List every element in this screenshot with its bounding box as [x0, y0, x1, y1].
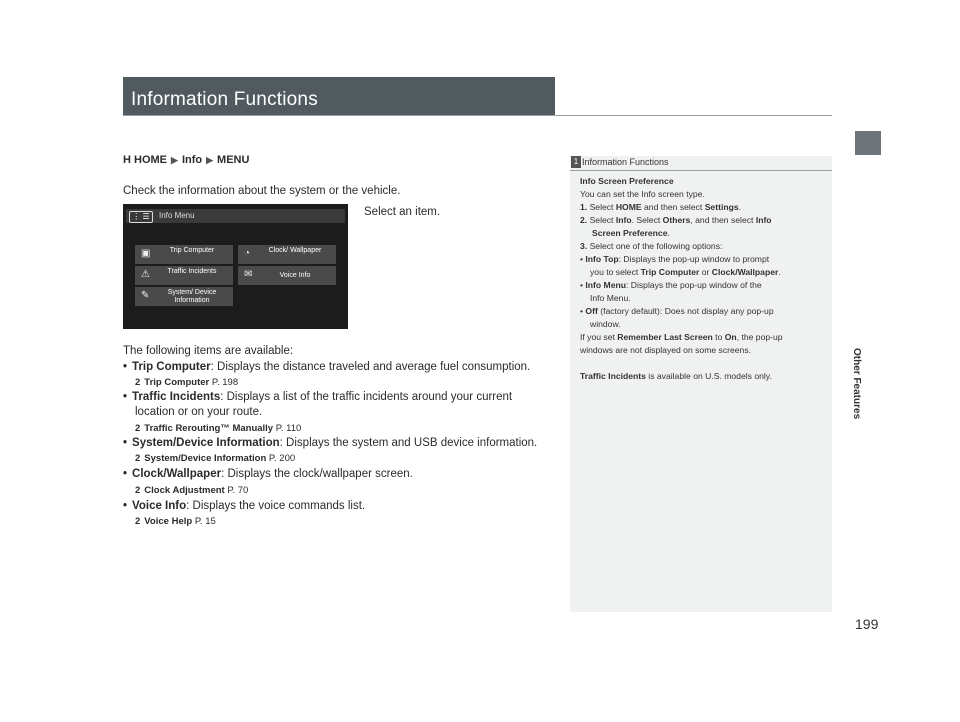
item-name: Trip Computer	[132, 361, 211, 373]
clock-wallpaper-button[interactable]	[238, 245, 336, 264]
list-item: • Voice Info: Displays the voice commands list.	[123, 500, 366, 512]
button-label: Clock/ Wallpaper	[268, 247, 322, 254]
sidebar-text: You can set the Info screen type.	[580, 189, 705, 199]
cross-reference[interactable]: 2 Voice Help P. 15	[135, 516, 216, 527]
cross-reference[interactable]: 2 Traffic Rerouting™ Manually P. 110	[135, 423, 302, 434]
sidebar-note	[570, 156, 832, 612]
sidebar-option-cont: window.	[590, 319, 621, 329]
item-name: Traffic Incidents	[132, 391, 221, 403]
item-description-cont: location or on your route.	[135, 406, 263, 418]
item-description: : Displays a list of the traffic incidents around your current	[220, 391, 513, 403]
sidebar-step-cont: Screen Preference.	[592, 228, 670, 238]
cross-reference[interactable]: 2 System/Device Information P. 200	[135, 453, 296, 464]
info-menu-screenshot	[123, 204, 348, 329]
ref-arrow-icon: 2	[135, 485, 141, 496]
sidebar-option: • Info Menu: Displays the pop-up window of the	[580, 280, 762, 290]
menu-icon: ⋮ ☰	[129, 211, 153, 223]
voice-icon: ✉	[244, 269, 253, 280]
sidebar-heading: Information Functions	[582, 157, 669, 167]
page-title: Information Functions	[131, 89, 318, 110]
wrench-icon: ✎	[141, 290, 150, 301]
nav-home: HOME	[134, 154, 168, 166]
page-number: 199	[855, 616, 879, 632]
ref-arrow-icon: 2	[135, 453, 141, 464]
side-tab	[855, 131, 881, 155]
arrow-icon: ▶	[206, 155, 214, 165]
sidebar-step: 3. Select one of the following options:	[580, 241, 723, 251]
trip-computer-button[interactable]	[135, 245, 233, 264]
item-description: : Displays the system and USB device information.	[279, 437, 538, 449]
button-label: Voice Info	[279, 272, 311, 279]
sidebar-option-cont: you to select Trip Computer or Clock/Wallpaper.	[590, 267, 781, 277]
item-name: System/Device Information	[132, 437, 280, 449]
button-label: System/ Device Information	[167, 289, 217, 304]
clock-icon: ◔	[244, 248, 251, 259]
list-item: • Clock/Wallpaper: Displays the clock/wallpaper screen.	[123, 468, 413, 480]
nav-menu: MENU	[217, 154, 250, 166]
home-icon: H	[123, 154, 131, 166]
ref-arrow-icon: 2	[135, 423, 141, 434]
nav-info: Info	[181, 154, 203, 166]
item-description: : Displays the clock/wallpaper screen.	[221, 468, 413, 480]
item-description: : Displays the voice commands list.	[186, 500, 366, 512]
section-label: Other Features	[851, 348, 862, 420]
sidebar-option: • Off (factory default): Does not display any pop-up	[580, 306, 774, 316]
cross-reference[interactable]: 2 Clock Adjustment P. 70	[135, 485, 249, 496]
sidebar-note-text: If you set Remember Last Screen to On, the pop-up	[580, 332, 783, 342]
intro-text: Check the information about the system or the vehicle.	[123, 185, 401, 197]
trip-icon: ▣	[141, 248, 151, 259]
list-item: • Trip Computer: Displays the distance traveled and average fuel consumption.	[123, 361, 531, 373]
sidebar-step: 2. Select Info. Select Others, and then select Info	[580, 215, 772, 225]
screen-title: Info Menu	[159, 211, 195, 220]
title-bar	[123, 77, 555, 115]
item-description: : Displays the distance traveled and average fuel consumption.	[210, 361, 531, 373]
list-item: • Traffic Incidents: Displays a list of the traffic incidents around your current	[123, 391, 513, 403]
arrow-icon: ▶	[171, 155, 178, 165]
select-instruction: Select an item.	[364, 206, 441, 218]
cross-reference[interactable]: 2 Trip Computer P. 198	[135, 377, 239, 388]
sidebar-option: • Info Top: Displays the pop-up window to prompt	[580, 254, 770, 264]
traffic-incidents-button[interactable]	[135, 266, 233, 285]
sidebar-header	[570, 156, 832, 171]
sidebar-option-cont: Info Menu.	[590, 293, 631, 303]
sidebar-note-text: Traffic Incidents is available on U.S. models only.	[580, 371, 772, 381]
voice-info-button[interactable]	[238, 266, 336, 285]
title-rule	[123, 115, 832, 116]
sidebar-subheading: Info Screen Preference	[580, 176, 674, 186]
item-name: Voice Info	[132, 500, 187, 512]
button-label: Traffic Incidents	[167, 268, 217, 275]
ref-arrow-icon: 2	[135, 377, 141, 388]
breadcrumb	[123, 154, 249, 166]
available-intro: The following items are available:	[123, 345, 294, 357]
ref-arrow-icon: 2	[135, 516, 141, 527]
list-item: • System/Device Information: Displays the system and USB device information.	[123, 437, 538, 449]
system-device-information-button[interactable]	[135, 287, 233, 306]
screen-header	[126, 209, 345, 223]
traffic-icon: ⚠	[141, 269, 150, 280]
sidebar-note-text: windows are not displayed on some screens.	[580, 345, 752, 355]
note-number: 1	[571, 156, 581, 168]
item-name: Clock/Wallpaper	[132, 468, 222, 480]
sidebar-step: 1. Select HOME and then select Settings.	[580, 202, 741, 212]
button-label: Trip Computer	[169, 247, 215, 254]
